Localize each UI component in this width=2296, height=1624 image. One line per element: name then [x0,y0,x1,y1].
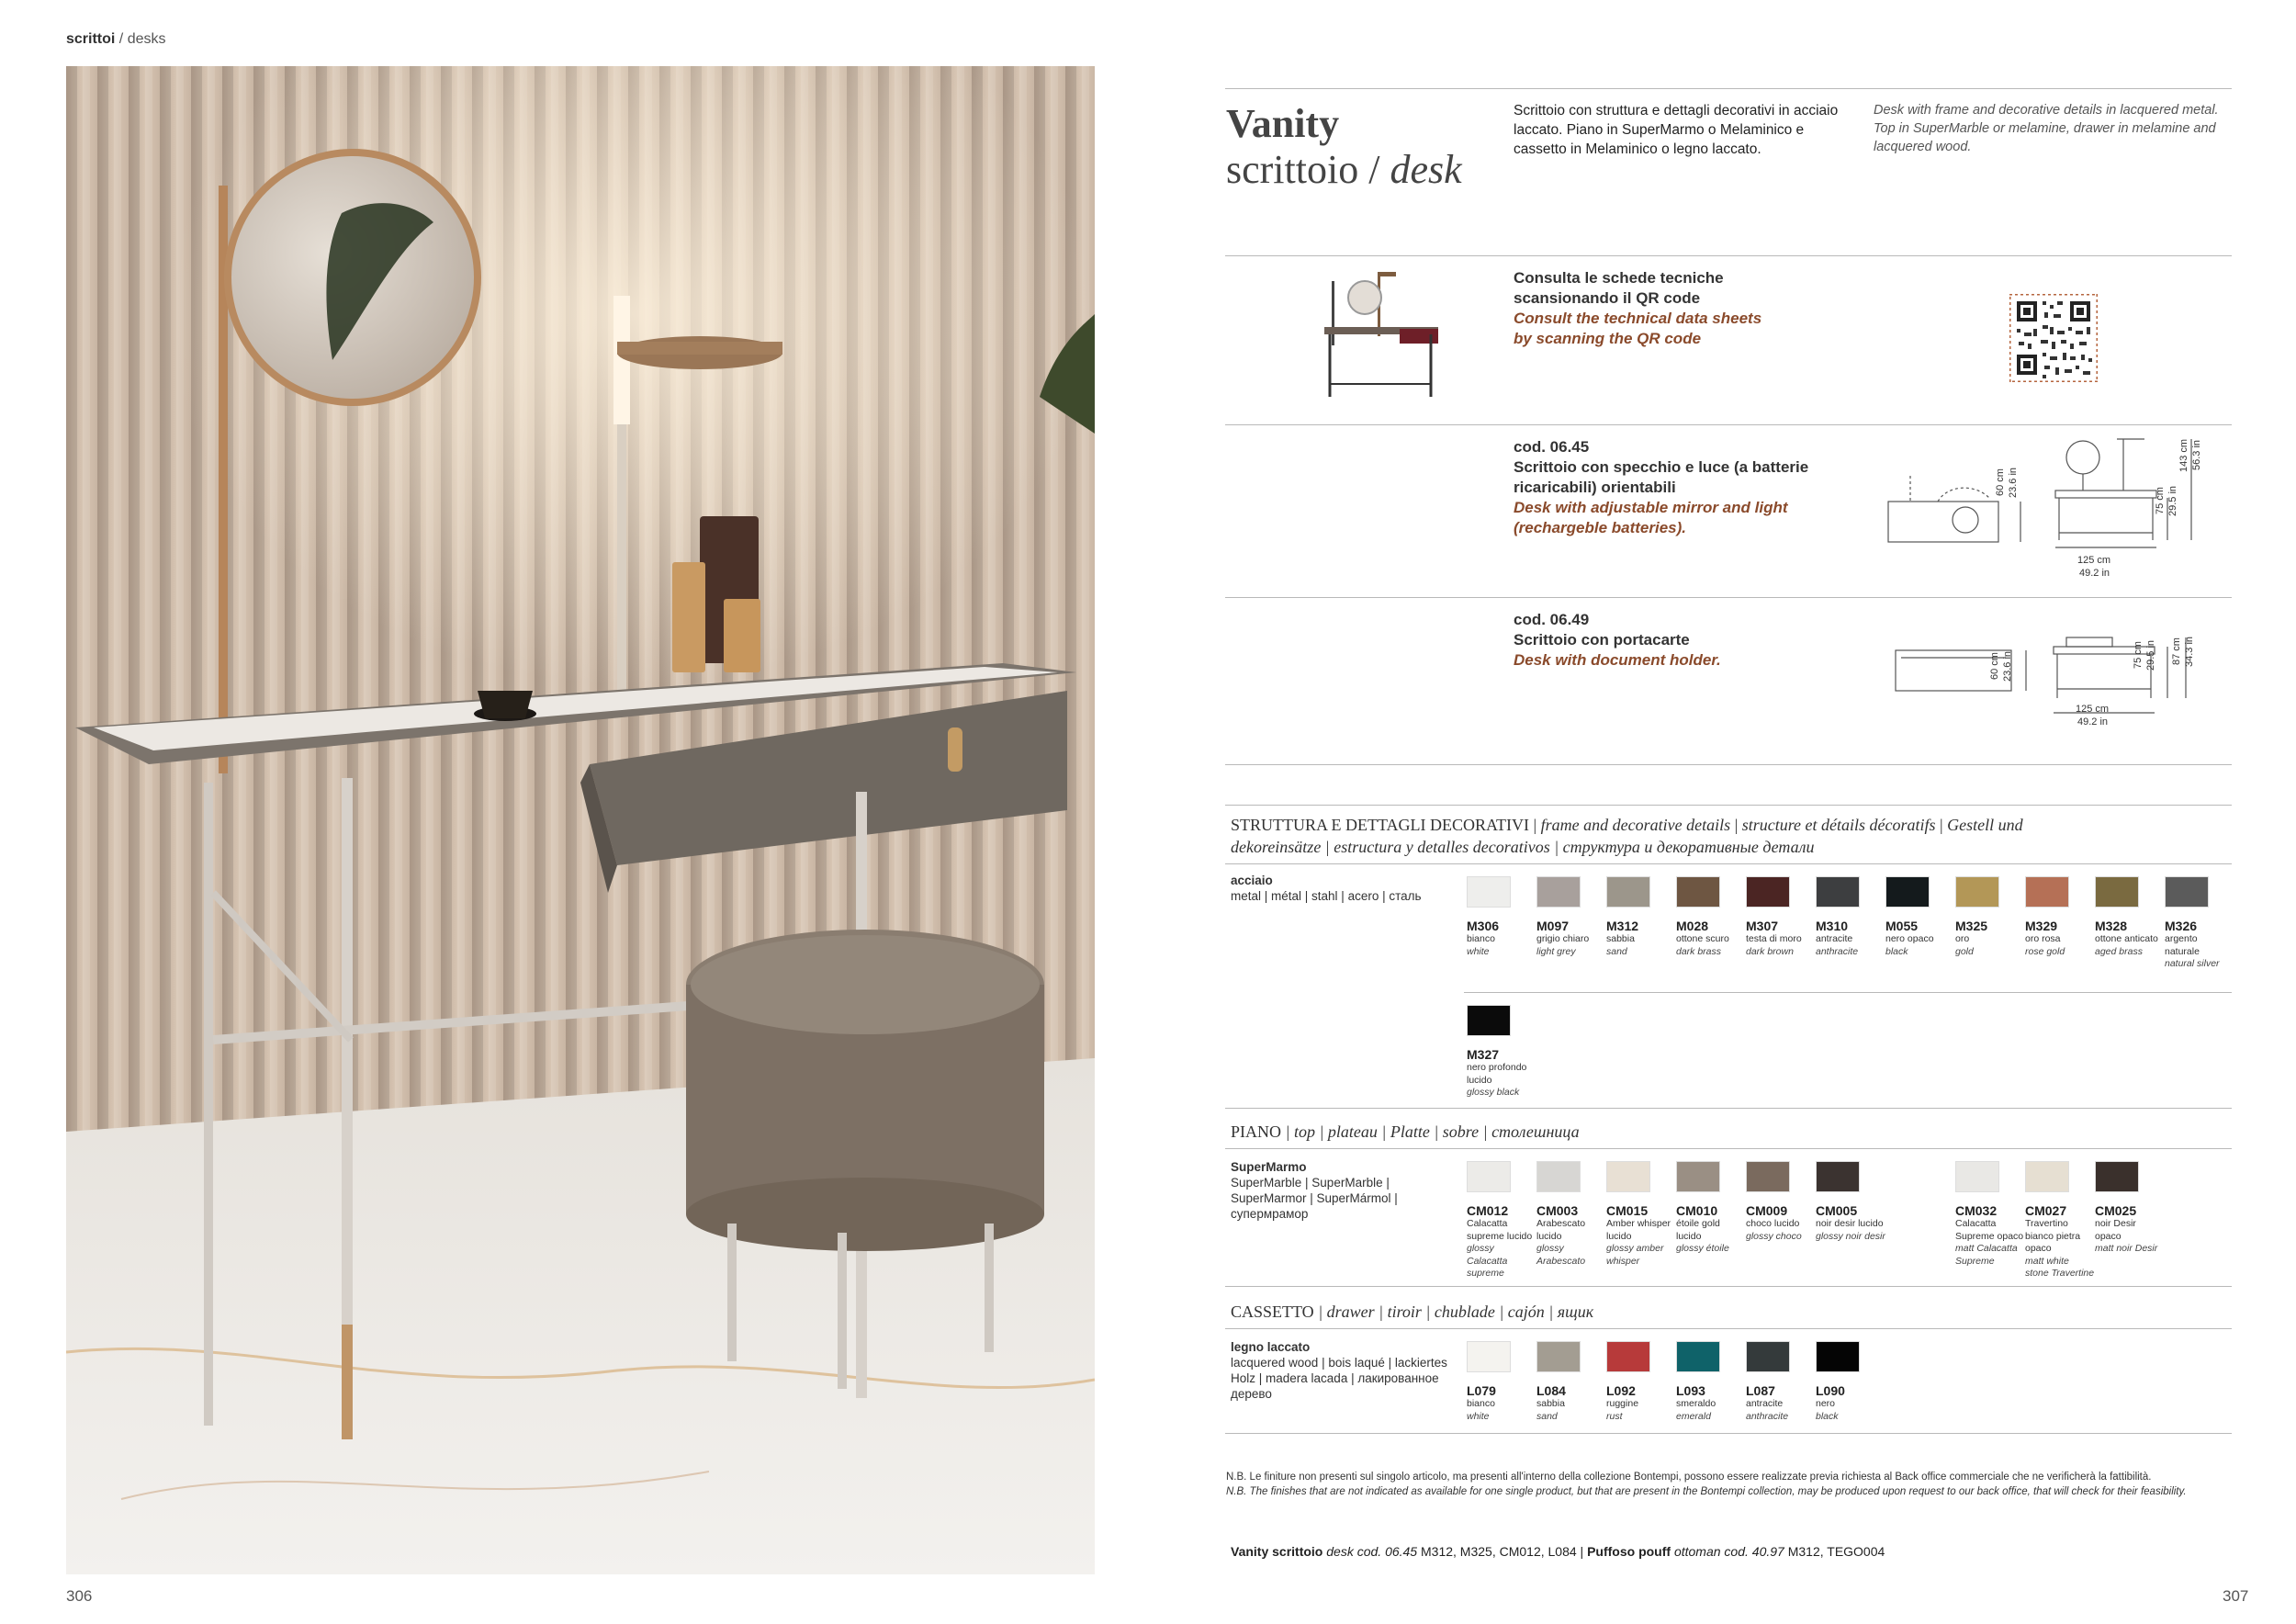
finish-swatch[interactable] [1676,1161,1746,1256]
frame-material-langs: metal | métal | stahl | acero | сталь [1231,889,1422,903]
swatch-name-it: Calacatta Supreme opaco [1955,1218,2024,1242]
swatch-name-it: oro rosa [2025,933,2061,944]
swatch-code: CM027 [2025,1203,2067,1218]
dim-width-in: 49.2 in [2079,568,2110,579]
swatch-name-it: oro [1955,933,1970,944]
swatch-name-en: light grey [1536,945,1576,957]
swatch-name-it: nero opaco [1885,933,1934,944]
finish-swatch[interactable] [1816,1161,1885,1243]
swatch-name-it: ruggine [1606,1398,1639,1409]
frame-title-bold: STRUTTURA E DETTAGLI DECORATIVI [1231,816,1530,834]
swatch-name-en: sand [1606,945,1627,957]
swatch-code: CM009 [1746,1203,1788,1218]
divider [1464,992,2232,993]
dim-width-cm: 125 cm [2076,704,2110,715]
swatch-color[interactable] [1536,876,1581,908]
swatch-code: CM005 [1816,1203,1858,1218]
swatch-code: CM032 [1955,1203,1998,1218]
frame-title-en: frame and decorative details [1540,816,1731,834]
drawer-material-langs: lacquered wood | bois laqué | lackiertes [1231,1356,1447,1370]
dim-height-in: 29.5 in [2145,639,2156,671]
swatch-color[interactable] [1467,1341,1511,1372]
divider [1225,863,2232,864]
swatch-color[interactable] [1536,1161,1581,1192]
swatch-name-en: emerald [1676,1410,1711,1422]
swatch-color[interactable] [1816,876,1860,908]
tech-en-line1: Consult the technical data sheets [1514,310,1762,327]
top-material-langs: супермрамор [1231,1207,1309,1221]
finish-swatch[interactable] [1536,1161,1606,1268]
swatch-name-it: grigio chiaro [1536,933,1590,944]
swatch-code: CM003 [1536,1203,1579,1218]
dim-depth-in: 23.6 in [2002,650,2013,682]
swatch-name-it: Calacatta supreme lucido [1467,1218,1533,1242]
caption-code-2: ottoman cod. 40.97 [1671,1544,1784,1559]
page-number-left: 306 [66,1587,93,1605]
swatch-code: M306 [1467,919,1500,933]
top-section-title [1231,1121,1580,1143]
divider [1225,1148,2232,1149]
swatch-color[interactable] [1536,1341,1581,1372]
swatch-code: M097 [1536,919,1570,933]
swatch-color[interactable] [1816,1341,1860,1372]
frame-title-sep: | [1730,816,1742,834]
swatch-code: L087 [1746,1383,1775,1398]
frame-section-title [1231,814,2232,858]
caption-finishes-1: M312, M325, CM012, L084 | [1417,1544,1588,1559]
swatch-name-it: Arabescato lucido [1536,1218,1586,1242]
swatch-code: L093 [1676,1383,1705,1398]
finish-swatch[interactable] [1606,1341,1676,1423]
dim-height-cm: 75 cm [2133,641,2144,669]
dim-depth-cm: 60 cm [1995,468,2006,496]
swatch-name-en: glossy amber whisper [1606,1243,1664,1267]
swatch-name-en: black [1816,1410,1839,1422]
finish-swatch[interactable] [2095,876,2165,958]
qr-code-icon[interactable] [2009,294,2098,382]
breadcrumb [66,31,165,48]
swatch-color[interactable] [1746,876,1790,908]
swatch-color[interactable] [1746,1161,1790,1192]
model-it-line1: Scrittoio con portacarte [1514,631,1690,648]
swatch-name-it: bianco [1467,933,1495,944]
caption-product-1: Vanity scrittoio [1231,1544,1323,1559]
swatch-color[interactable] [2165,876,2209,908]
swatch-color[interactable] [1467,1161,1511,1192]
page-number-right: 307 [2223,1587,2249,1605]
swatch-name-en: natural silver [2165,958,2220,969]
swatch-name-en: glossy Calacatta supreme [1467,1243,1508,1279]
swatch-name-en: matt white stone Travertine [2025,1255,2095,1279]
top-material-langs: SuperMarmor | SuperMármol | [1231,1191,1398,1205]
finish-swatch[interactable] [2025,876,2095,958]
swatch-code: CM010 [1676,1203,1718,1218]
tech-en-line2: by scanning the QR code [1514,330,1702,347]
product-title [1226,101,1462,193]
model-it-line1: Scrittoio con specchio e luce (a batterie [1514,458,1809,476]
finish-swatch[interactable] [2165,876,2234,971]
caption-product-2: Puffoso pouff [1587,1544,1671,1559]
finish-swatch[interactable] [1746,1161,1816,1243]
top-material-name: SuperMarmo [1231,1160,1307,1174]
swatch-name-en: gold [1955,945,1974,957]
divider [1225,88,2232,89]
tech-sheet-info [1514,268,1761,349]
swatch-color[interactable] [1606,876,1650,908]
swatch-code: M328 [2095,919,2128,933]
swatch-name-it: noir desir lucido [1816,1218,1884,1229]
swatch-name-it: nero profondo lucido [1467,1062,1527,1086]
caption-code-1: desk cod. 06.45 [1322,1544,1418,1559]
finish-swatch[interactable] [1467,876,1536,958]
swatch-name-en: dark brown [1746,945,1794,957]
note-italian: N.B. Le finiture non presenti sul singolo articolo, ma presenti all'interno della collezione Bontempi, possono essere realizzate previa richiesta al Back office commerciale che ne verificherà la fattibilità. [1226,1472,2152,1483]
swatch-name-it: smeraldo [1676,1398,1716,1409]
finish-swatch[interactable] [2095,1161,2165,1256]
swatch-code: L090 [1816,1383,1845,1398]
swatch-name-en: matt noir Desir [2095,1243,2158,1254]
model-code: cod. 06.45 [1514,438,1590,456]
desk-thumbnail [1321,272,1440,400]
swatch-name-en: glossy black [1467,1087,1520,1098]
dim-total-in: 34.3 in [2184,636,2195,667]
swatch-code: L084 [1536,1383,1566,1398]
top-material-langs: SuperMarble | SuperMarble | [1231,1176,1390,1190]
swatch-code: M310 [1816,919,1849,933]
swatch-color[interactable] [2025,1161,2069,1192]
swatch-color[interactable] [1746,1341,1790,1372]
swatch-code: L079 [1467,1383,1496,1398]
swatch-name-en: anthracite [1816,945,1859,957]
divider [1225,597,2232,598]
subtitle-italic: desk [1390,147,1462,192]
swatch-name-en: black [1885,945,1908,957]
dim-total-cm: 143 cm [2178,438,2189,472]
model-en-line1: Desk with document holder. [1514,651,1721,669]
breadcrumb-sub[interactable]: desks [127,31,166,47]
frame-title-fr: structure et détails décoratifs [1741,816,1936,834]
swatch-color[interactable] [1467,876,1511,908]
swatch-name-it: argento naturale [2165,933,2200,957]
product-subtitle [1226,147,1462,193]
swatch-name-it: antracite [1746,1398,1784,1409]
swatch-name-en: aged brass [2095,945,2143,957]
frame-material [1231,873,1422,904]
finish-swatch[interactable] [1816,876,1885,958]
model-code: cod. 06.49 [1514,611,1590,628]
top-title-rest: | top | plateau | Platte | sobre | столешница [1281,1122,1580,1141]
note-english: N.B. The finishes that are not indicated as available for one single product, but that are present in the Bontempi collection, may be produced upon request to our back office, that will check for their feasibility. [1226,1486,2187,1497]
finish-swatch[interactable] [1955,1161,2025,1268]
swatch-name-it: nero [1816,1398,1836,1409]
dim-height-cm: 75 cm [2155,487,2166,514]
model-en-line2: (rechargeble batteries). [1514,519,1687,536]
dim-width-in: 49.2 in [2077,716,2109,727]
swatch-name-it: noir Desir opaco [2095,1218,2136,1242]
swatch-name-it: sabbia [1536,1398,1565,1409]
drawer-section-title [1231,1301,1593,1323]
finish-swatch[interactable] [1676,876,1746,958]
model-it-line2: ricaricabili) orientabili [1514,479,1676,496]
swatch-name-it: testa di moro [1746,933,1802,944]
swatch-color[interactable] [1676,1341,1720,1372]
frame-title-sep: | [1935,816,1948,834]
swatch-code: M055 [1885,919,1919,933]
divider [1225,805,2232,806]
swatch-name-it: étoile gold lucido [1676,1218,1720,1242]
finish-swatch[interactable] [1885,876,1955,958]
swatch-name-it: antracite [1816,933,1853,944]
model-en-line1: Desk with adjustable mirror and light [1514,499,1788,516]
swatch-name-it: Travertino bianco pietra opaco [2025,1218,2081,1254]
swatch-name-en: glossy noir desir [1816,1230,1885,1242]
divider [1225,1328,2232,1329]
photo-caption [1231,1544,1885,1559]
top-title-bold: PIANO [1231,1122,1282,1141]
finish-swatch[interactable] [1746,1341,1816,1423]
product-name: Vanity [1226,101,1340,146]
dim-width-cm: 125 cm [2077,555,2111,566]
description-english: Desk with frame and decorative details in lacquered metal. Top in SuperMarble or melamine, drawer in melamine and lacquered wood. [1874,103,2219,154]
tech-it-line2: scansionando il QR code [1514,289,1701,307]
product-photo [66,66,1095,1574]
swatch-name-it: Amber whisper lucido [1606,1218,1671,1242]
tech-it-line1: Consulta le schede tecniche [1514,269,1724,287]
swatch-name-en: anthracite [1746,1410,1789,1422]
swatch-name-en: glossy étoile [1676,1243,1729,1254]
model-0649 [1514,610,1721,671]
drawer-material-langs: дерево [1231,1387,1272,1401]
dim-total-in: 56.3 in [2191,439,2202,470]
finish-swatch[interactable] [1467,1341,1536,1423]
swatch-color[interactable] [1606,1341,1650,1372]
dim-height-in: 29.5 in [2167,485,2178,516]
dim-total-cm: 87 cm [2171,637,2182,665]
swatch-code: M325 [1955,919,1988,933]
drawer-title-bold: CASSETTO [1231,1303,1314,1321]
swatch-color[interactable] [2025,876,2069,908]
swatch-code: CM012 [1467,1203,1509,1218]
finish-swatch[interactable] [1816,1341,1885,1423]
swatch-code: L092 [1606,1383,1636,1398]
swatch-code: M329 [2025,919,2058,933]
swatch-code: CM025 [2095,1203,2137,1218]
swatch-name-it: ottone anticato [2095,933,2158,944]
swatch-name-en: sand [1536,1410,1558,1422]
vanity-scene-illustration [66,66,1095,1574]
finish-swatch[interactable] [1467,1005,1536,1100]
description-italian: Scrittoio con struttura e dettagli decorativi in acciaio laccato. Piano in SuperMarmo o Melaminico e cassetto in Melaminico o legno laccato. [1514,103,1839,157]
frame-material-name: acciaio [1231,874,1273,887]
swatch-name-en: glossy Arabescato [1536,1243,1586,1267]
divider [1225,1108,2232,1109]
dim-depth-in: 23.6 in [2008,467,2019,498]
finish-swatch[interactable] [1467,1161,1536,1280]
swatch-name-en: dark brass [1676,945,1722,957]
swatch-color[interactable] [1885,876,1930,908]
drawer-material [1231,1339,1447,1402]
finish-swatch[interactable] [2025,1161,2095,1280]
divider [1225,764,2232,765]
swatch-name-en: white [1467,1410,1490,1422]
swatch-color[interactable] [1955,1161,1999,1192]
dim-depth-cm: 60 cm [1989,652,2000,680]
swatch-name-en: white [1467,945,1490,957]
drawer-title-rest: | drawer | tiroir | chublade | cajón | ящик [1313,1303,1594,1321]
top-material [1231,1159,1398,1222]
finish-swatch[interactable] [1606,1161,1676,1268]
divider [1225,255,2232,256]
notes [1226,1470,2236,1499]
swatch-name-it: bianco [1467,1398,1495,1409]
swatch-color[interactable] [1676,876,1720,908]
drawer-material-langs: Holz | madera lacada | лакированное [1231,1371,1439,1385]
swatch-name-it: ottone scuro [1676,933,1729,944]
breadcrumb-sep: / [115,31,128,47]
finish-swatch[interactable] [1536,876,1606,958]
swatch-code: M327 [1467,1047,1500,1062]
swatch-code: M326 [2165,919,2198,933]
drawer-material-name: legno laccato [1231,1340,1311,1354]
frame-title-line2: dekoreinsätze | estructura y detalles decorativos | структура и декоративные детали [1231,838,1815,856]
model-0645 [1514,437,1808,538]
frame-title-de: Gestell und [1947,816,2023,834]
swatch-name-it: sabbia [1606,933,1635,944]
swatch-name-en: rose gold [2025,945,2065,957]
subtitle-main: scrittoio / [1226,147,1390,192]
swatch-code: M028 [1676,919,1709,933]
caption-finishes-2: M312, TEGO004 [1784,1544,1885,1559]
swatch-code: M307 [1746,919,1779,933]
finish-swatch[interactable] [1606,876,1676,958]
divider [1225,1433,2232,1434]
finish-swatch[interactable] [1746,876,1816,958]
swatch-code: M312 [1606,919,1639,933]
finish-swatch[interactable] [1955,876,2025,958]
finish-swatch[interactable] [1676,1341,1746,1423]
divider [1225,1286,2232,1287]
swatch-name-en: glossy choco [1746,1230,1802,1242]
swatch-code: CM015 [1606,1203,1649,1218]
swatch-name-en: matt Calacatta Supreme [1955,1243,2018,1267]
finish-swatch[interactable] [1536,1341,1606,1423]
swatch-color[interactable] [2095,1161,2139,1192]
swatch-color[interactable] [1816,1161,1860,1192]
swatch-name-en: rust [1606,1410,1623,1422]
swatch-name-it: choco lucido [1746,1218,1800,1229]
divider [1225,424,2232,425]
swatch-color[interactable] [1467,1005,1511,1036]
breadcrumb-section[interactable]: scrittoi [66,31,116,47]
swatch-color[interactable] [1955,876,1999,908]
swatch-color[interactable] [2095,876,2139,908]
frame-title-sep: | [1529,816,1541,834]
swatch-color[interactable] [1606,1161,1650,1192]
swatch-color[interactable] [1676,1161,1720,1192]
